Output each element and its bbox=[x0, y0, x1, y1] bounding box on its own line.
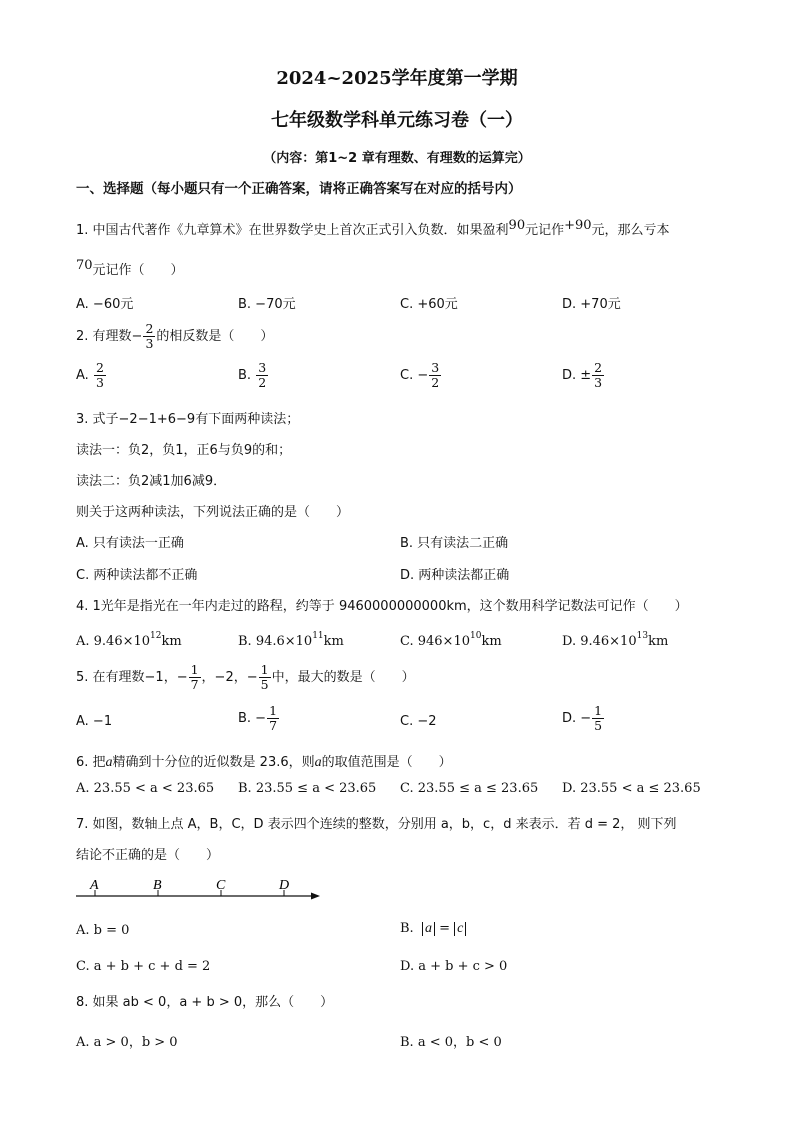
q2-option-a: A. $\frac{2}{3}$ bbox=[76, 360, 104, 390]
q6-option-b: B. 23.55 ≤ a < 23.65 bbox=[238, 781, 377, 796]
q2-option-b: B. $\frac{3}{2}$ bbox=[238, 360, 267, 390]
q1-option-b: B. −70元 bbox=[238, 297, 296, 312]
question-4-stem: 4. 1光年是指光在一年内走过的路程，约等于 9460000000000km，这个数用科学记数法可记作（ ） bbox=[76, 599, 688, 614]
question-3-reading-2: 读法二：负2减1加6减9． bbox=[76, 474, 227, 489]
question-1-stem-cont: 70元记作（ ） bbox=[76, 258, 184, 278]
question-8-stem: 8. 如果 ab < 0，a + b > 0，那么（ ） bbox=[76, 995, 334, 1010]
q3-option-b: B. 只有读法二正确 bbox=[400, 536, 509, 551]
section-heading: 一、选择题（每小题只有一个正确答案，请将正确答案写在对应的括号内） bbox=[76, 181, 522, 197]
q3-option-a: A. 只有读法一正确 bbox=[76, 536, 184, 551]
q3-option-d: D. 两种读法都正确 bbox=[400, 568, 510, 583]
q8-option-a: A. a > 0，b > 0 bbox=[76, 1035, 178, 1050]
q7-option-c: C. a + b + c + d = 2 bbox=[76, 959, 211, 974]
q2-fraction: $\frac{2}{3}$ bbox=[145, 321, 154, 351]
exam-title-year: 2024~2025学年度第一学期 bbox=[276, 68, 518, 89]
q4-option-c: C. $946\times 10^{10}km$ bbox=[400, 631, 502, 649]
q7-option-a: A. b = 0 bbox=[76, 923, 130, 938]
question-2-stem: 2. 有理数− $\frac{2}{3}$ 的相反数是（ ） bbox=[76, 321, 274, 351]
q4-option-a: A. $9.46\times 10^{12}km$ bbox=[76, 631, 182, 649]
q6-option-d: D. 23.55 < a ≤ 23.65 bbox=[562, 781, 701, 796]
question-5-stem: 5. 在有理数−1，− $\frac{1}{7}$ ，−2，− $\frac{1}{5}$ 中，最大的数是（ ） bbox=[76, 662, 415, 692]
exam-subtitle: （内容：第1~2 章有理数、有理数的运算完） bbox=[263, 151, 531, 166]
q4-option-b: B. $94.6\times 10^{11}km$ bbox=[238, 631, 344, 649]
number-line-arrow bbox=[311, 893, 320, 900]
q7-option-d: D. a + b + c > 0 bbox=[400, 959, 508, 974]
q6-option-a: A. 23.55 < a < 23.65 bbox=[76, 781, 215, 796]
q5-option-b: B. − $\frac{1}{7}$ bbox=[238, 703, 278, 733]
exam-title-subject: 七年级数学科单元练习卷（一） bbox=[271, 110, 523, 131]
question-7-stem-cont: 结论不正确的是（ ） bbox=[76, 848, 220, 863]
q1-option-d: D. +70元 bbox=[562, 297, 621, 312]
q6-option-c: C. 23.55 ≤ a ≤ 23.65 bbox=[400, 781, 539, 796]
q8-option-b: B. a < 0，b < 0 bbox=[400, 1035, 502, 1050]
q7-option-b: B. a = c bbox=[400, 921, 466, 936]
q5-option-a: A. −1 bbox=[76, 714, 113, 729]
point-label-a: A bbox=[90, 878, 99, 893]
q5-option-c: C. −2 bbox=[400, 714, 437, 729]
question-1-stem: 1. 中国古代著作《九章算术》在世界数学史上首次正式引入负数．如果盈利90元记作+90元，那么亏本 bbox=[76, 218, 670, 238]
question-3-stem: 3. 式子−2−1+6−9有下面两种读法； bbox=[76, 412, 300, 427]
q4-option-d: D. $9.46\times 10^{13}km$ bbox=[562, 631, 669, 649]
q1-option-c: C. +60元 bbox=[400, 297, 458, 312]
q2-option-c: C. − $\frac{3}{2}$ bbox=[400, 360, 440, 390]
q1-option-a: A. −60元 bbox=[76, 297, 134, 312]
question-3-reading-1: 读法一：负2，负1，正6与负9的和； bbox=[76, 443, 292, 458]
question-7-stem: 7. 如图，数轴上点 A，B，C，D 表示四个连续的整数，分别用 a，b，c，d 来表示．若 d = 2， 则下列 bbox=[76, 817, 677, 832]
q2-option-d: D. ± $\frac{2}{3}$ bbox=[562, 360, 603, 390]
point-label-d: D bbox=[279, 878, 290, 893]
point-label-c: C bbox=[216, 878, 226, 893]
number-line-figure bbox=[70, 872, 330, 906]
point-label-b: B bbox=[153, 878, 162, 893]
q3-option-c: C. 两种读法都不正确 bbox=[76, 568, 198, 583]
question-6-stem: 6. 把a精确到十分位的近似数是 23.6，则a的取值范围是（ ） bbox=[76, 755, 452, 770]
question-3-prompt: 则关于这两种读法，下列说法正确的是（ ） bbox=[76, 505, 350, 520]
q5-option-d: D. − $\frac{1}{5}$ bbox=[562, 703, 603, 733]
